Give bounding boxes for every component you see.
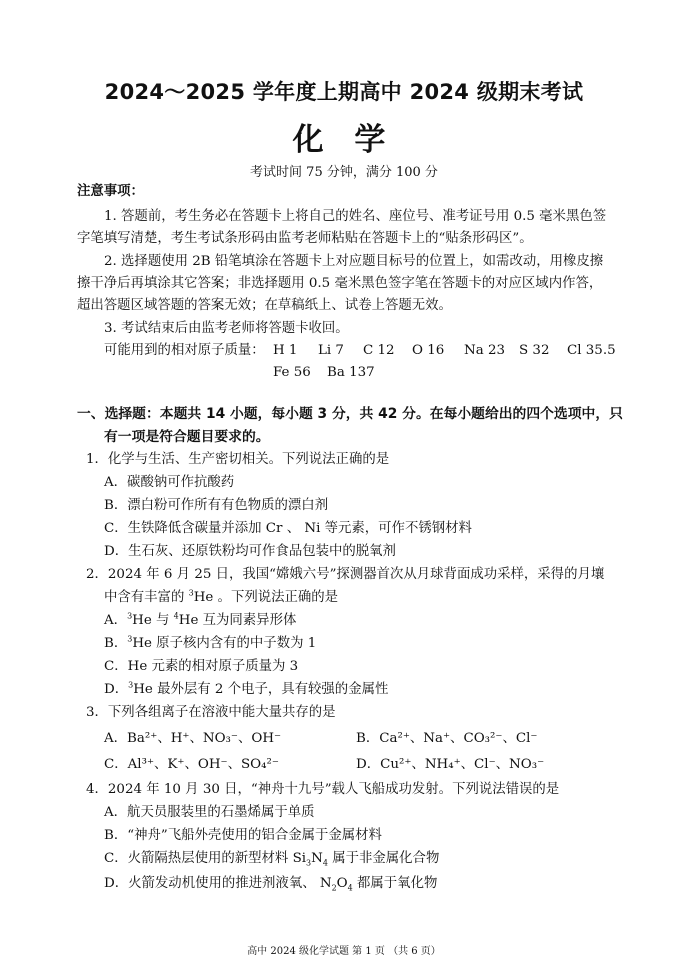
note-1-line-2: 字笔填写清楚，考生考试条形码由监考老师粘贴在答题卡上的“贴条形码区”。 (77, 231, 533, 246)
mass-number-3: 3 (127, 634, 133, 644)
option-text: He 互为同素异形体 (178, 613, 297, 628)
question-1-option-d: D．生石灰、还原铁粉均可作食品包装中的脱氧剂 (104, 544, 396, 559)
subscript: 3 (306, 858, 312, 868)
exam-title: 2024～2025 学年度上期高中 2024 级期末考试 (104, 80, 584, 104)
option-text: He 最外层有 2 个电子，具有较强的金属性 (133, 682, 389, 697)
mass-number-3: 3 (188, 588, 194, 598)
question-3-option-a: A．Ba²⁺、H⁺、NO₃⁻、OH⁻ (104, 731, 282, 746)
option-text: C．火箭隔热层使用的新型材料 Si (104, 851, 307, 866)
section-1-header-line-2: 有一项是符合题目要求的。 (104, 429, 270, 445)
notes-heading: 注意事项： (77, 184, 144, 199)
question-2-stem-line-2 (104, 589, 338, 607)
question-4-option-c (104, 850, 439, 868)
note-2-line-3: 超出答题区域答题的答案无效；在草稿纸上、试卷上答题无效。 (77, 298, 452, 313)
subject-title: 化 学 (292, 122, 396, 158)
question-1-option-c: C．生铁降低含碳量并添加 Cr 、 Ni 等元素，可作不锈钢材料 (104, 521, 472, 536)
atomic-mass-fe: Fe 56 (273, 365, 311, 380)
subscript: 4 (347, 883, 353, 893)
atomic-mass-cl: Cl 35.5 (567, 343, 616, 358)
mass-number-3: 3 (127, 611, 133, 621)
option-letter: A． (104, 613, 128, 628)
question-3-stem: 3．下列各组离子在溶液中能大量共存的是 (86, 705, 336, 720)
question-2-option-b (104, 635, 316, 653)
time-info: 考试时间 75 分钟，满分 100 分 (250, 165, 438, 180)
question-1-option-b: B．漂白粉可作所有有色物质的漂白剂 (104, 498, 329, 513)
mass-number-4: 4 (173, 611, 179, 621)
note-2-line-2: 擦干净后再填涂其它答案；非选择题用 0.5 毫米黑色签字笔在答题卡的对应区域内作答， (77, 276, 603, 291)
subscript: 4 (322, 858, 328, 868)
option-text: 都属于氧化物 (352, 876, 438, 891)
question-2-stem-line-1: 2．2024 年 6 月 25 日，我国“嫦娥六号”探测器首次从月球背面成功采样，采得的月壤 (86, 567, 605, 582)
question-3-option-b: B．Ca²⁺、Na⁺、CO₃²⁻、Cl⁻ (356, 731, 538, 746)
question-2-option-a (104, 612, 296, 630)
option-text: D．火箭发动机使用的推进剂液氧、 N (104, 876, 332, 891)
mass-number-3: 3 (128, 680, 134, 690)
option-text: O (336, 876, 348, 891)
option-text: He 原子核内含有的中子数为 1 (132, 636, 317, 651)
q2-stem-prefix: 中含有丰富的 (104, 590, 189, 605)
atomic-mass-o: O 16 (412, 343, 445, 358)
option-letter: B． (104, 636, 128, 651)
question-4-option-d (104, 875, 437, 893)
question-1-option-a: A．碳酸钠可作抗酸药 (104, 475, 235, 490)
atomic-mass-s: S 32 (519, 343, 550, 358)
atomic-mass-ba: Ba 137 (327, 365, 375, 380)
note-2-line-1: 2. 选择题使用 2B 铅笔填涂在答题卡上对应题目标号的位置上，如需改动，用橡皮擦 (104, 254, 604, 269)
question-4-option-a: A．航天员服装里的石墨烯属于单质 (104, 805, 315, 820)
atomic-mass-h: H 1 (273, 343, 298, 358)
question-4-option-b: B．“神舟”飞船外壳使用的铝合金属于金属材料 (104, 828, 382, 843)
option-text: 属于非金属化合物 (327, 851, 440, 866)
page-footer: 高中 2024 级化学试题 第 1 页 （共 6 页） (247, 946, 441, 957)
option-text: He 与 (132, 613, 174, 628)
question-2-option-c: C．He 元素的相对原子质量为 3 (104, 659, 299, 674)
question-4-stem: 4．2024 年 10 月 30 日，“神舟十九号”载人飞船成功发射。下列说法错误的是 (86, 782, 560, 797)
subscript: 2 (331, 883, 337, 893)
option-text: N (311, 851, 323, 866)
question-2-option-d (104, 681, 388, 699)
atomic-masses-label: 可能用到的相对原子质量： (104, 343, 265, 358)
section-1-header-line-1: 一、选择题：本题共 14 小题，每小题 3 分，共 42 分。在每小题给出的四个选项中，只 (77, 406, 623, 422)
question-1-stem: 1．化学与生活、生产密切相关。下列说法正确的是 (86, 452, 390, 467)
atomic-mass-li: Li 7 (318, 343, 344, 358)
question-3-option-d: D．Cu²⁺、NH₄⁺、Cl⁻、NO₃⁻ (356, 757, 545, 772)
question-3-option-c: C．Al³⁺、K⁺、OH⁻、SO₄²⁻ (104, 757, 279, 772)
note-1-line-1: 1. 答题前，考生务必在答题卡上将自己的姓名、座位号、准考证号用 0.5 毫米黑色签 (104, 209, 607, 224)
option-letter: D． (104, 682, 129, 697)
note-3: 3. 考试结束后由监考老师将答题卡收回。 (104, 321, 349, 336)
atomic-mass-na: Na 23 (464, 343, 505, 358)
q2-stem-suffix: He 。下列说法正确的是 (193, 590, 339, 605)
atomic-mass-c: C 12 (363, 343, 395, 358)
